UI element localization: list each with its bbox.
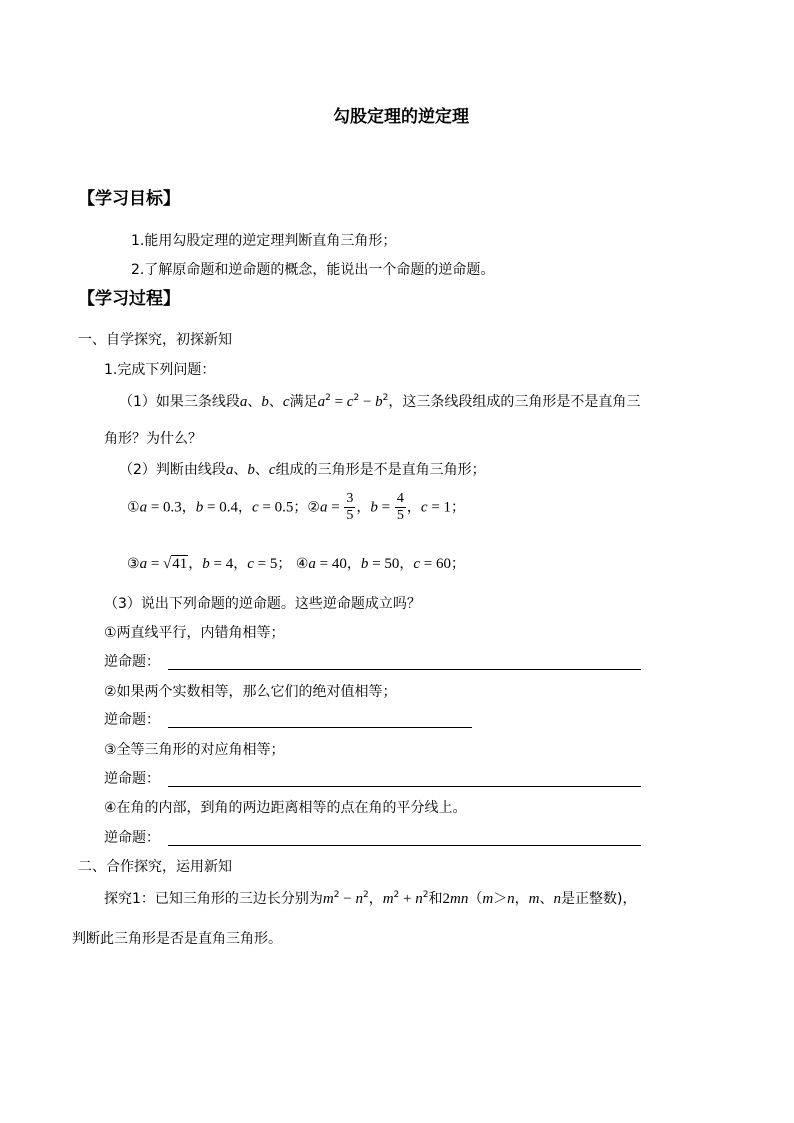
converse-label: 逆命题：: [104, 830, 160, 846]
answer-line[interactable]: [168, 786, 641, 787]
explore-1-and: 和: [428, 891, 443, 907]
case-row-1: ①a = 0.3，b = 0.4，c = 0.5；②a = $\frac{3}{5}$ ，b = $\frac{4}{5}$ ，c = 1；: [127, 491, 466, 523]
objective-item: 2.了解原命题和逆命题的概念，能说出一个命题的逆命题。: [131, 262, 495, 278]
case-4-mark: ④: [295, 556, 309, 572]
explore-1-prefix: 探究1：已知三角形的三边长分别为: [104, 891, 323, 907]
proposition-item: ②如果两个实数相等，那么它们的绝对值相等；: [104, 684, 397, 700]
converse-label: 逆命题：: [104, 712, 160, 728]
question-1-mid: 满足: [289, 394, 318, 410]
question-1-prefix: （1）如果三条线段: [119, 394, 240, 410]
proposition-item: ④在角的内部，到角的两边距离相等的点在角的平分线上。: [104, 800, 467, 816]
page-title: 勾股定理的逆定理: [333, 107, 469, 127]
fraction-3-5: $\frac{3}{5}$: [346, 491, 354, 523]
case-1-mark: ①: [127, 499, 140, 516]
part1-item1: 1.完成下列问题：: [104, 362, 216, 378]
answer-line[interactable]: [168, 727, 472, 728]
objective-item: 1.能用勾股定理的逆定理判断直角三角形；: [131, 233, 397, 249]
question-1-suffix: ，这三条线段组成的三角形是不是直角三: [388, 394, 641, 410]
proposition-item: ③全等三角形的对应角相等；: [104, 742, 285, 758]
section-process: 【学习过程】: [78, 289, 180, 309]
question-3: （3）说出下列命题的逆命题。这些逆命题成立吗？: [104, 596, 421, 612]
case-3-mark: ③: [127, 556, 140, 572]
question-1-line2: 角形？为什么？: [104, 431, 202, 447]
converse-label: 逆命题：: [104, 654, 160, 670]
case-row-2: ③a = √41，b = 4，c = 5； ④a = 40，b = 50，c = 60；: [127, 556, 465, 572]
answer-line[interactable]: [168, 669, 641, 670]
section-objectives: 【学习目标】: [78, 189, 180, 209]
fraction-4-5: $\frac{4}{5}$: [396, 491, 404, 523]
explore-1-suffix: 是正整数)，: [561, 891, 637, 907]
answer-line[interactable]: [168, 845, 641, 846]
part1-heading: 一、自学探究，初探新知: [78, 332, 232, 348]
question-2: （2）判断由线段a、b、c组成的三角形是不是直角三角形；: [119, 462, 486, 478]
question-1: （1）如果三条线段a、b、c满足$a^2 = c^2 - b^2$，这三条线段组成的三角形是不是直角三: [119, 393, 641, 410]
question-2-prefix: （2）判断由线段: [119, 462, 226, 478]
explore-1: 探究1：已知三角形的三边长分别为$m^2 - n^2$，$m^2 + n^2$和2mn（m＞n，m、n是正整数)，: [104, 890, 637, 907]
case-2-mark: ②: [307, 499, 320, 516]
explore-1-line2: 判断此三角形是否是直角三角形。: [72, 931, 282, 947]
part2-heading: 二、合作探究，运用新知: [78, 859, 232, 875]
question-2-suffix: 组成的三角形是不是直角三角形；: [275, 462, 486, 478]
proposition-item: ①两直线平行，内错角相等；: [104, 625, 285, 641]
converse-label: 逆命题：: [104, 771, 160, 787]
